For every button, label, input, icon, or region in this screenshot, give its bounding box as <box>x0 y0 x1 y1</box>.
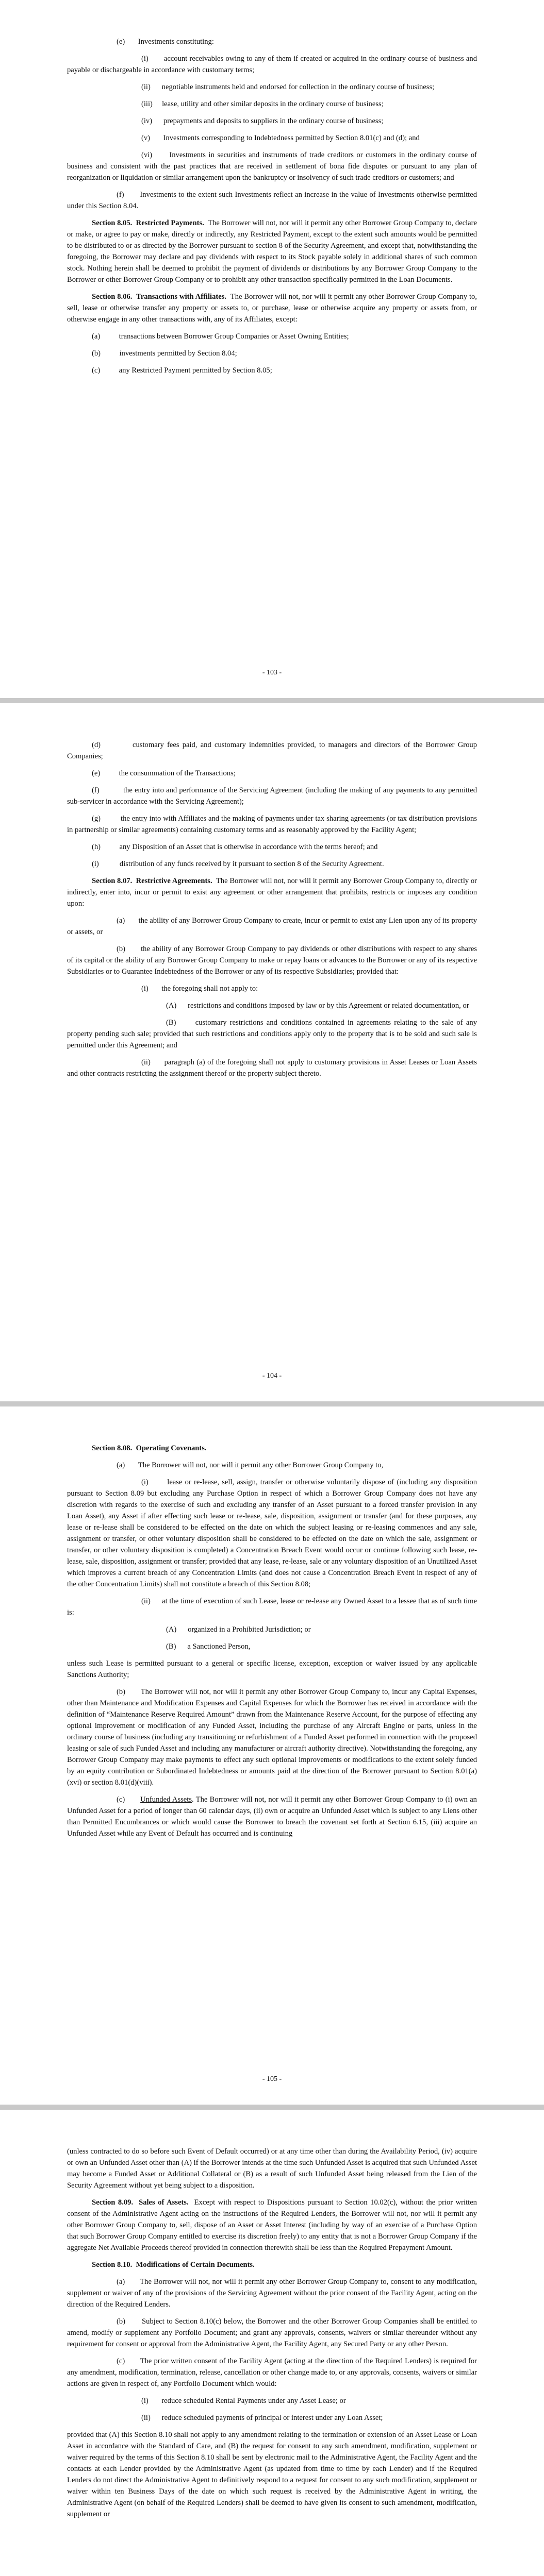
paragraph-text: (f) the entry into and performance of the Servicing Agreement (including the making of any payments to any permitted sub-servicer in accordance with the Servicing Agreement); <box>67 786 477 806</box>
paragraph-text: (ii) reduce scheduled payments of principal or interest under any Loan Asset; <box>141 2414 383 2422</box>
paragraph-text: (c) any Restricted Payment permitted by Section 8.05; <box>92 366 272 375</box>
paragraph-text: (b) Subject to Section 8.10(c) below, the Borrower and the other Borrower Group Companies shall be entitled to amend, modify or supplement any Portfolio Document; and grant any approvals, consents, waivers or similar thereunder without any requirement for consent or approval from the Administrative Agent, the Facility Agent, any Secured Party or any other Person. <box>67 2317 477 2348</box>
page-body <box>67 1443 477 1839</box>
paragraph-text: (ii) at the time of execution of such Lease, lease or re-lease any Owned Asset to a lessee that as of such time is: <box>67 1597 477 1617</box>
section-heading: Section 8.06. Transactions with Affiliates. <box>92 293 227 301</box>
paragraph <box>67 53 477 76</box>
paragraph-text: (b) the ability of any Borrower Group Company to pay dividends or other distributions with respect to any shares of its capital or the ability of any Borrower Group Company to make or repay loans or advances to the Borrower or any of its respective Subsidiaries or to Guarantee Indebtedness of the Borrower or any of its respective Subsidiaries; provided that: <box>67 945 477 976</box>
paragraph <box>67 189 477 212</box>
paragraph-text: (A) organized in a Prohibited Jurisdiction; or <box>166 1625 311 1634</box>
paragraph <box>67 1596 477 1618</box>
paragraph-text: The Borrower will not, nor will it permit any other Borrower Group Company to, sell, lease or otherwise transfer any property or assets to, or purchase, lease or otherwise acquire any property or assets from, or otherwise engage in any other transactions with, any of its Affiliates, except: <box>67 293 477 324</box>
paragraph <box>67 1443 477 1454</box>
paragraph <box>67 1057 477 1079</box>
paragraph <box>67 841 477 853</box>
section-heading: Section 8.05. Restricted Payments. <box>92 219 204 227</box>
paragraph-text: (i) distribution of any funds received by it pursuant to section 8 of the Security Agreement. <box>92 860 384 868</box>
paragraph <box>67 1794 477 1839</box>
paragraph-text: (vi) Investments in securities and instruments of trade creditors or customers in the ordinary course of business and consistent with the past practices that are received in settlement of bona fide disputes or pursuant to any plan of reorganization or liquidation or similar arrangement upon the bankruptcy or insolvency of such trade creditors or customers; and <box>67 151 477 182</box>
paragraph <box>67 149 477 183</box>
page-number: - 105 - <box>262 2075 282 2083</box>
paragraph <box>67 2355 477 2389</box>
paragraph <box>67 1686 477 1788</box>
paragraph <box>67 2395 477 2406</box>
paragraph <box>67 291 477 325</box>
paragraph-text: (h) any Disposition of an Asset that is otherwise in accordance with the terms hereof; and <box>92 843 378 851</box>
paragraph-text: (i) lease or re-lease, sell, assign, transfer or otherwise voluntarily dispose of (including any disposition pursuant to Section 8.09 but excluding any Purchase Option in respect of which a Borrower Group Company does not have any discretion with regards to the exercise of such and excluding any transfer of an Asset pursuant to a forced transfer provision in any Loan Asset), any Asset if after effecting such lease or re-lease, sale, disposition, assignment or transfer (and for these purposes, any lease or re-lease shall be considered to be effected on the date on which the subject leasing or re-leasing commences and any sale, assignment or transfer, or other voluntary disposition shall be considered to be effected on the date on which the sale, assignment or transfer, or other voluntary disposition is completed) a Concentration Breach Event would occur or continue following such lease, re-lease, sale, disposition, assignment or transfer; provided that any lease, re-lease, sale or any voluntary disposition of an Unutilized Asset which improves a current breach of any Concentration Limits (and does not cause a Concentration Breach Event in respect of any of the other Concentration Limits) shall not constitute a breach of this Section 8.08; <box>67 1478 477 1588</box>
paragraph-text: (c) The prior written consent of the Facility Agent (acting at the direction of the Required Lenders) is required for any amendment, modification, termination, release, cancellation or other change made to, or any approvals, consents, waivers or similar actions are given in respect of, any Portfolio Document which would: <box>67 2357 477 2388</box>
document-page <box>0 2110 544 2576</box>
paragraph-text: (d) customary fees paid, and customary indemnities provided, to managers and directors of the Borrower Group Companies; <box>67 741 477 760</box>
paragraph-text: (v) Investments corresponding to Indebtedness permitted by Section 8.01(c) and (d); and <box>141 134 420 142</box>
paragraph-text: (b) investments permitted by Section 8.04; <box>92 349 237 358</box>
paragraph <box>67 365 477 376</box>
paragraph-text: (e) the consummation of the Transactions; <box>92 769 236 777</box>
paragraph-text: (f) Investments to the extent such Investments reflect an increase in the value of Investments otherwise permitted under this Section 8.04. <box>67 191 477 210</box>
paragraph <box>67 132 477 144</box>
page-body <box>67 2146 477 2520</box>
paragraph <box>67 2259 477 2270</box>
page-body <box>67 36 477 376</box>
paragraph <box>67 98 477 110</box>
paragraph <box>67 348 477 359</box>
paragraph <box>67 1460 477 1471</box>
page-number: - 104 - <box>262 1372 282 1380</box>
paragraph <box>67 875 477 909</box>
paragraph-text: The Borrower will not, nor will it permit any Borrower Group Company to, directly or indirectly, enter into, incur or permit to exist any agreement or other arrangement that prohibits, restricts or imposes any condition upon: <box>67 877 477 908</box>
paragraph <box>67 2412 477 2424</box>
paragraph-text: provided that (A) this Section 8.10 shall not apply to any amendment relating to the termination or extension of an Asset Lease or Loan Asset in accordance with the Standard of Care, and (B) the request for consent to any such amendment, modification, supplement or waiver required by the terms of this Section 8.10 shall be sent by electronic mail to the Administrative Agent, the Facility Agent and the contacts at each Lender provided by the Administrative Agent (as updated from time to time by each Lender) and if the Required Lenders do not direct the Administrative Agent to definitively respond to a request for consent to any such modification, supplement or waiver within ten Business Days of the date on which such request is received by the Administrative Agent in writing, the Administrative Agent (on behalf of the Required Lenders) shall be deemed to have given its consent to such amendment, modification, supplement or <box>67 2431 477 2518</box>
paragraph-text: (a) transactions between Borrower Group Companies or Asset Owning Entities; <box>92 332 349 341</box>
paragraph-text: (e) Investments constituting: <box>117 38 214 46</box>
paragraph-text: (unless contracted to do so before such Event of Default occurred) or at any time other than during the Availability Period, (iv) acquire or own an Unfunded Asset other than (A) if the Borrower intends at the time such Unfunded Asset is acquired that such Unfunded Asset may become a Funded Asset or Additional Collateral or (B) as a result of such Unfunded Asset being released from the Lien of the Security Agreement without yet being subject to a disposition. <box>67 2147 477 2190</box>
paragraph-text: (iii) lease, utility and other similar deposits in the ordinary course of business; <box>141 100 384 108</box>
section-heading: Section 8.07. Restrictive Agreements. <box>92 877 212 885</box>
paragraph-text: unless such Lease is permitted pursuant to a general or specific license, exception, exception or waiver issued by any applicable Sanctions Authority; <box>67 1659 477 1679</box>
paragraph-text: (a) The Borrower will not, nor will it permit any other Borrower Group Company to, consent to any modification, supplement or waiver of any of the provisions of the Servicing Agreement without the prior consent of the Facility Agent, acting on the direction of the Required Lenders. <box>67 2278 477 2309</box>
paragraph-text: (g) the entry into with Affiliates and the making of payments under tax sharing agreements (or tax distribution provisions in partnership or similar agreements) containing customary terms and as reasonably approved by the Facility Agent; <box>67 815 477 834</box>
document-page <box>0 1406 544 2105</box>
page-number: - 103 - <box>262 669 282 676</box>
paragraph-text: (b) The Borrower will not, nor will it permit any other Borrower Group Company to, incur any Capital Expenses, other than Maintenance and Modification Expenses and Capital Expenses for which the Borrower has received in accordance with the definition of “Maintenance Reserve Required Amount” drawn from the Maintenance Reserve Account, for the purpose of effecting any optional improvement or modification of any Funded Asset, including the purchase of any Aircraft Engine or parts, unless in the ordinary course of business (including any transitioning or refurbishment of a Funded Asset performed in connection with the proposed leasing or sale of such Funded Asset and including any manufacturer or aircraft authority directive). Notwithstanding the foregoing, any Borrower Group Company may make payments to effect any such optional improvements or modifications to the extent solely funded by an equity contribution or Subordinated Indebtedness or amounts paid at the direction of the Borrower pursuant to Section 8.01(a)(xvi) or section 8.01(d)(viii). <box>67 1688 477 1787</box>
paragraph <box>67 915 477 938</box>
paragraph-text: The Borrower will not, nor will it permit any other Borrower Group Company to, declare or make, or agree to pay or make, directly or indirectly, any Restricted Payment, except to the extent such amounts would be permitted to be distributed to or as directed by the Borrower pursuant to section 8 of the Security Agreement, and except that, notwithstanding the foregoing, the Borrower may declare and pay dividends with respect to its Stock payable solely in additional shares of such common stock. Nothing herein shall be deemed to prohibit the payment of dividends or distributions by any Borrower Group Company to the Borrower or other Borrower Group Company or to prohibit any other transaction specifically permitted in the Loan Documents. <box>67 219 477 284</box>
section-heading: Section 8.10. Modifications of Certain Documents. <box>92 2261 255 2269</box>
paragraph-text: (a) the ability of any Borrower Group Company to create, incur or permit to exist any Lien upon any of its property or assets, or <box>67 917 477 936</box>
paragraph <box>67 36 477 47</box>
paragraph <box>67 2276 477 2310</box>
paragraph <box>67 1658 477 1681</box>
paragraph <box>67 2429 477 2520</box>
document-page <box>0 0 544 698</box>
paragraph-text: (A) restrictions and conditions imposed by law or by this Agreement or related documentation, or <box>166 1002 469 1010</box>
underlined-title: Unfunded Assets <box>140 1795 192 1804</box>
paragraph <box>67 2316 477 2350</box>
paragraph <box>67 81 477 93</box>
paragraph <box>67 858 477 870</box>
paragraph-text: (ii) paragraph (a) of the foregoing shall not apply to customary provisions in Asset Leases or Loan Assets and other contracts restricting the assignment thereof or the property subject thereto. <box>67 1058 477 1078</box>
paragraph <box>67 983 477 994</box>
paragraph-text: (B) a Sanctioned Person, <box>166 1642 251 1651</box>
paragraph <box>67 2146 477 2191</box>
section-heading: Section 8.08. Operating Covenants. <box>92 1444 207 1452</box>
paragraph <box>67 813 477 836</box>
paragraph <box>67 1641 477 1652</box>
paragraph-text: (ii) negotiable instruments held and endorsed for collection in the ordinary course of business; <box>141 83 435 91</box>
paragraph-text: (i) account receivables owing to any of them if created or acquired in the ordinary course of business and payable or dischargeable in accordance with customary terms; <box>67 55 477 74</box>
paragraph-text: Except with respect to Dispositions pursuant to Section 10.02(c), without the prior written consent of the Administrative Agent acting on the instructions of the Required Lenders, the Borrower will not, nor will it permit any other Borrower Group Company to, sell, dispose of an Asset or Asset Interest (including by way of an exercise of a Purchase Option that such Borrower Group Company entitled to exercise its discretion freely) to any entity that is not a Borrower Group Company if the aggregate Net Available Proceeds thereof provided in connection therewith shall be less than the Required Prepayment Amount. <box>67 2198 477 2252</box>
page-body <box>67 739 477 1079</box>
paragraph <box>67 739 477 762</box>
document-page <box>0 703 544 1401</box>
paragraph <box>67 1624 477 1635</box>
paragraph <box>67 1477 477 1590</box>
paragraph <box>67 115 477 127</box>
paragraph <box>67 943 477 977</box>
paragraph <box>67 2197 477 2253</box>
paragraph <box>67 1000 477 1011</box>
paragraph-text: (i) reduce scheduled Rental Payments under any Asset Lease; or <box>141 2397 346 2405</box>
paragraph <box>67 217 477 285</box>
paragraph-text: . The Borrower will not, nor will it permit any other Borrower Group Company to (i) own an Unfunded Asset for a period of longer than 60 calendar days, (ii) own or acquire an Unfunded Asset which is subject to any Liens other than Permitted Encumbrances or which would cause the Borrower to breach the covenant set forth at Section 6.15, (iii) acquire an Unfunded Asset while any Event of Default has occurred and is continuing <box>67 1795 477 1838</box>
paragraph <box>67 785 477 807</box>
clause-label: (c) <box>117 1795 141 1804</box>
paragraph <box>67 768 477 779</box>
paragraph-text: (B) customary restrictions and conditions contained in agreements relating to the sale of any property pending such sale; provided that such restrictions and conditions apply only to the property that is to be sold and such sale is permitted under this Agreement; and <box>67 1019 477 1049</box>
paragraph <box>67 331 477 342</box>
paragraph-text: (i) the foregoing shall not apply to: <box>141 985 258 993</box>
paragraph-text: (a) The Borrower will not, nor will it permit any other Borrower Group Company to, <box>117 1461 384 1469</box>
section-heading: Section 8.09. Sales of Assets. <box>92 2198 189 2207</box>
paragraph-text: (iv) prepayments and deposits to suppliers in the ordinary course of business; <box>141 117 384 125</box>
paragraph <box>67 1017 477 1051</box>
